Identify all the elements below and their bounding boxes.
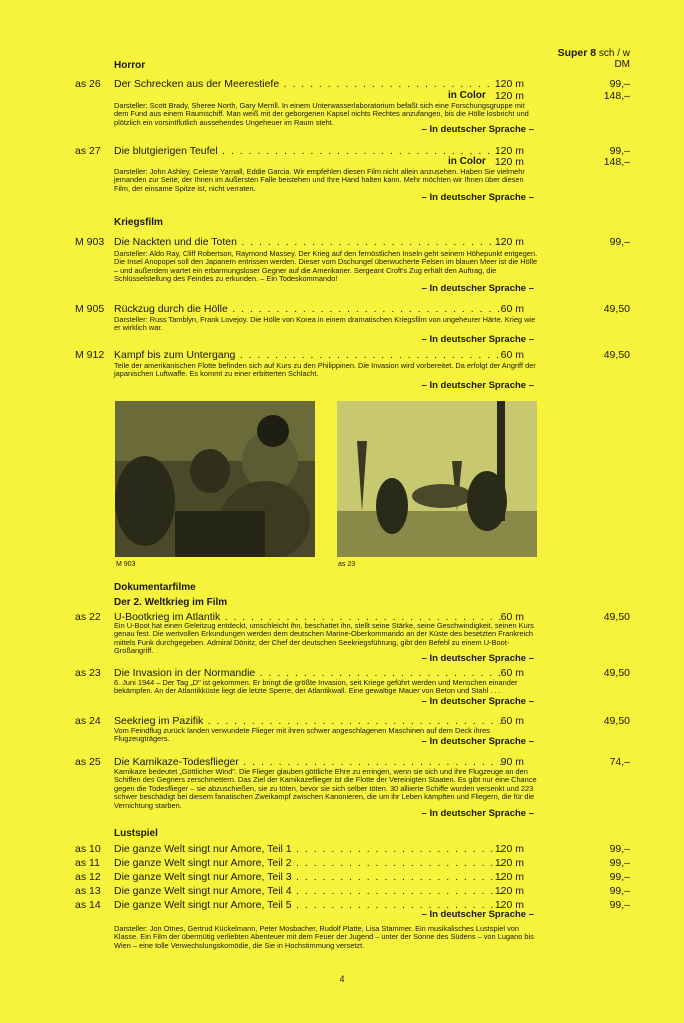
entry-price: 49,50: [603, 611, 630, 623]
entry-price: 99,–: [609, 857, 630, 869]
entry-price: 99,–: [609, 145, 630, 157]
entry-price-color: 148,–: [603, 90, 630, 102]
entry-length: 120 m: [494, 145, 524, 157]
entry-title: U-Bootkrieg im Atlantik . . .: [114, 611, 504, 623]
entry-length: 120 m: [494, 843, 524, 855]
entry-as11: [0, 857, 684, 870]
entry-length: 60 m: [500, 667, 524, 679]
language-note: – In deutscher Sprache –: [421, 334, 534, 345]
entry-title: Die ganze Welt singt nur Amore, Teil 1 . . .: [114, 843, 504, 855]
entry-description: Ein U-Boot hat einen Geleitzug entdeckt, umschleicht ihn, beschattet ihn, stellt seine Stärke, seine Geschwindigkeit, seinen Kurs genau fest. Die wertvollen Erkundungen werden dem deutschen Marine-Oberkommando an der Küste des besetzten Frankreich mittels Funk durchgegeben. Admiral Dönitz, der Chef der deutschen Seekriegsführung, gibt den Befehl zu einem U-Boot-Großangriff.: [114, 621, 534, 656]
entry-price: 99,–: [609, 78, 630, 90]
section-dokumentarfilme: Dokumentarfilme: [114, 582, 196, 593]
entry-price: 49,50: [603, 715, 630, 727]
entry-length: 120 m: [494, 885, 524, 897]
color-label: in Color: [448, 156, 486, 167]
entry-code: as 25: [75, 756, 101, 768]
entry-description: Teile der amerikanischen Flotte befinden sich auf Kurs zu den Philippinen. Die Invasion wird vorbereitet. Da erfolgt der Angriff der japanischen Luftwaffe. Es kommt zu einer erbitterten Schlacht.: [114, 361, 536, 379]
entry-code: as 14: [75, 899, 101, 911]
language-note: – In deutscher Sprache –: [421, 283, 534, 294]
entry-title: Die Kamikaze-Todesflieger . . .: [114, 756, 504, 768]
section-horror: Horror: [114, 60, 146, 71]
entry-length: 120 m: [494, 899, 524, 911]
language-note: – In deutscher Sprache –: [421, 808, 534, 819]
entry-length: 120 m: [494, 78, 524, 90]
language-note: – In deutscher Sprache –: [421, 736, 534, 747]
price-header: [558, 48, 630, 70]
photo-as23: [337, 401, 537, 557]
entry-description: Kamikaze bedeutet „Göttlicher Wind". Die Flieger glauben göttliche Ehre zu erringen, wenn sie sich und ihre Flugzeuge an den Schiffen des Gegners zerschmettern. Das Ziel der Kamikazeflieger ist die Flotte der Vereinigten Staaten. Es gibt nur eine Chance gegen die Todesflieger – sie abzuschießen, sie zu töten, bevor sie sich selber töten. 30 alliierte Schiffe wurden versenkt und 223 schwer beschädigt bei diesem fanatischen Zweikampf zwischen Kanonieren, die um ihr Leben kämpften und Fliegern, die für die Vernichtung starben.: [114, 767, 537, 810]
entry-description: Darsteller: Scott Brady, Sheree North, Gary Merrill. In einem Unterwasserlaboratorium befaßt sich eine Forschungsgruppe mit dem Fund aus einem Raumschiff. Man weiß mit der geborgenen Kapsel nichts Rechtes anzufangen, bis die Hölle losbricht und plötzlich ein vorsintflutlich aussehendes Ungeheuer im Raum steht.: [114, 101, 529, 127]
entry-price: 99,–: [609, 871, 630, 883]
entry-price: 99,–: [609, 236, 630, 248]
entry-code: M 905: [75, 303, 105, 315]
entry-m903: [0, 236, 684, 249]
entry-title: Seekrieg im Pazifik . . .: [114, 715, 504, 727]
section-lustspiel: Lustspiel: [114, 828, 158, 839]
entry-description: Darsteller: John Ashley, Celeste Yarnall, Eddie Garcia. Wir empfehlen diesen Film nicht allein anzusehen. Haben Sie vielmehr jemanden zur Seite, der Ihnen im äußersten Falle beistehen und Ihre Hand halten kann. Mehr möchten wir Ihnen über diesen Film, der einsame Spitze ist, nicht verraten.: [114, 167, 525, 193]
entry-description: 6. Juni 1944 – Der Tag „D" ist gekommen. Er bringt die größte Invasion, seit Kriege geführt werden und Menschen einander bekämpfen. An der Atlantikküste liegt die letzte Sperre, der Atlantikwall. Eine gewaltige Mauer von Beton und Stahl . . .: [114, 678, 518, 696]
entry-code: M 903: [75, 236, 105, 248]
language-note: – In deutscher Sprache –: [421, 696, 534, 707]
entry-length: 120 m: [494, 871, 524, 883]
entry-description: Vom Feindflug zurück landen verwundete Flieger mit ihren schwer angeschlagenen Maschinen auf dem Deck ihres Flugzeugträgers.: [114, 726, 490, 744]
entry-as13: [0, 885, 684, 898]
entry-description: Darsteller: Jon Otnes, Gertrud Kückelmann, Peter Mosbacher, Rudolf Platte, Lisa Stammer. Ein musikalisches Lustspiel von Klasse. Ein Film der übermütig verliebten Abenteuer mit dem Feuer der Jugend – unter der Sonne des Südens – von Lugano bis Wien – eine tolle Verwechslungskomödie, die Sie in Hochstimmung versetzt.: [114, 924, 534, 950]
entry-code: as 12: [75, 871, 101, 883]
photo-m903: [115, 401, 315, 557]
entry-code: as 10: [75, 843, 101, 855]
entry-title: Rückzug durch die Hölle . . .: [114, 303, 504, 315]
entry-code: as 23: [75, 667, 101, 679]
entry-length: 60 m: [500, 349, 524, 361]
entry-title: Kampf bis zum Untergang . . .: [114, 349, 504, 361]
language-note: – In deutscher Sprache –: [421, 653, 534, 664]
entry-price: 49,50: [603, 667, 630, 679]
photo-caption: as 23: [338, 561, 356, 568]
entry-price: 99,–: [609, 899, 630, 911]
section-kriegsfilm: Kriegsfilm: [114, 217, 163, 228]
entry-length-color: 120 m: [494, 156, 524, 168]
entry-code: as 24: [75, 715, 101, 727]
entry-as14: [0, 899, 684, 912]
entry-as10: [0, 843, 684, 856]
entry-price: 99,–: [609, 843, 630, 855]
entry-code: M 912: [75, 349, 105, 361]
entry-code: as 11: [75, 857, 100, 869]
entry-as12: [0, 871, 684, 884]
language-note: – In deutscher Sprache –: [421, 909, 534, 920]
entry-title: Die blutgierigen Teufel . . .: [114, 145, 504, 157]
format-label: Super 8: [557, 47, 597, 59]
entry-code: as 26: [75, 78, 101, 90]
language-note: – In deutscher Sprache –: [421, 380, 534, 391]
entry-code: as 22: [75, 611, 101, 623]
color-label: in Color: [448, 90, 486, 101]
entry-length: 120 m: [494, 236, 524, 248]
entry-title: Die ganze Welt singt nur Amore, Teil 5 . . .: [114, 899, 504, 911]
entry-length: 120 m: [494, 857, 524, 869]
entry-price: 99,–: [609, 885, 630, 897]
entry-length: 60 m: [500, 611, 524, 623]
entry-code: as 27: [75, 145, 101, 157]
entry-length: 60 m: [500, 715, 524, 727]
entry-price: 49,50: [603, 349, 630, 361]
entry-description: Darsteller: Russ Tamblyn, Frank Lovejoy. Die Hölle von Korea in einem dramatischen Kriegsfilm von ungeheurer Härte. Krieg wie er wirklich war.: [114, 315, 536, 333]
entry-description: Darsteller: Aldo Ray, Cliff Robertson, Raymond Massey. Der Krieg auf den fernöstlichen Inseln geht seinem Höhepunkt entgegen. Die Insel Anopopei soll den Japanern entrissen werden. Dieser vom Dschungel überwucherte Felsen im blauen Meer ist die Hölle – und außerdem wartet ein erbarmungsloser Gegner auf die Amerikaner. Sergeant Croft's Zug erhält den Auftrag, die Schlüsselstellung des Feindes zu erkunden. – Ein Todeskommando!: [114, 249, 538, 284]
entry-code: as 13: [75, 885, 101, 897]
entry-title: Die ganze Welt singt nur Amore, Teil 3 . . .: [114, 871, 504, 883]
entry-price: 74,–: [609, 756, 630, 768]
entry-title: Die Nackten und die Toten . . .: [114, 236, 504, 248]
language-note: – In deutscher Sprache –: [421, 124, 534, 135]
entry-length: 60 m: [500, 303, 524, 315]
entry-price: 49,50: [603, 303, 630, 315]
currency-label: DM: [614, 59, 630, 70]
soldiers-photo-icon: [115, 401, 315, 557]
format-suffix: sch / w: [598, 48, 630, 59]
entry-title: Die Invasion in der Normandie . . .: [114, 667, 504, 679]
entry-price-color: 148,–: [603, 156, 630, 168]
photo-caption: M 903: [116, 561, 136, 568]
entry-title: Die ganze Welt singt nur Amore, Teil 4 . . .: [114, 885, 504, 897]
section-weltkrieg: Der 2. Weltkrieg im Film: [114, 597, 228, 608]
entry-title: Die ganze Welt singt nur Amore, Teil 2 . . .: [114, 857, 504, 869]
entry-length: 90 m: [500, 756, 524, 768]
page-number: 4: [339, 974, 345, 984]
language-note: – In deutscher Sprache –: [421, 192, 534, 203]
battlefield-photo-icon: [337, 401, 537, 557]
entry-title: Der Schrecken aus der Meerestiefe . . .: [114, 78, 504, 90]
entry-length-color: 120 m: [494, 90, 524, 102]
